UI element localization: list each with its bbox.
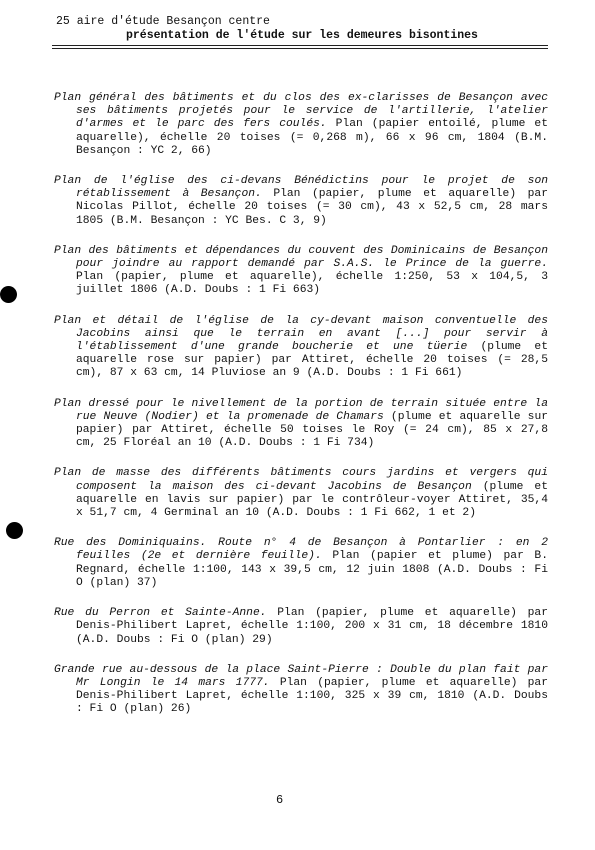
entry — [54, 537, 548, 590]
entry — [54, 467, 548, 520]
entry-details: Plan (papier et plume) par B. Regnard, échelle 1:100, 143 x 39,5 cm, 12 juin 1808 (A.D. Doubs : Fi O (plan) 37) — [76, 550, 548, 589]
entry — [54, 92, 548, 158]
entry — [54, 607, 548, 647]
header-rule-top — [52, 45, 548, 46]
entry — [54, 245, 548, 298]
entry-title: Plan de l'église des ci-devans Bénédictins pour le projet de son rétablissement à Besançon. — [54, 175, 548, 201]
entry-title: Plan des bâtiments et dépendances du couvent des Dominicains de Besançon pour joindre au rapport demandé par S.A.S. le Prince de la guerre. — [54, 244, 548, 271]
margin-bullet-1 — [0, 286, 17, 303]
entry-details: Plan (papier, plume et aquarelle) par Nicolas Pillot, échelle 20 toises (= 30 cm), 43 x 52,5 cm, 28 mars 1805 (B.M. Besançon : YC Bes. C 3, 9) — [76, 188, 548, 227]
entry-details: Plan (papier, plume et aquarelle), échelle 1:250, 53 x 104,5, 3 juillet 1806 (A.D. Doubs : 1 Fi 663) — [76, 271, 548, 297]
entry-details: (plume et aquarelle en lavis sur papier) par le contrôleur-voyer Attiret, 35,4 x 51,7 cm, 4 Germinal an 10 (A.D. Doubs : 1 Fi 662, 1 et 2) — [76, 480, 548, 520]
entry-title: Rue des Dominiquains. Route n° 4 de Besançon à Pontarlier : en 2 feuilles (2e et dernière feuille). — [54, 537, 548, 563]
entry-details: Plan (papier, plume et aquarelle) par Denis-Philibert Lapret, échelle 1:100, 200 x 31 cm, 18 décembre 1810 (A.D. Doubs : Fi O (plan) 29) — [76, 607, 548, 646]
entry-list — [54, 92, 548, 734]
header-rule-bottom — [52, 48, 548, 49]
entry-title: Plan dressé pour le nivellement de la portion de terrain située entre la rue Neuve (Nodier) et la promenade de Chamars — [54, 397, 548, 423]
header-line-2: présentation de l'étude sur les demeures bisontines — [126, 29, 478, 42]
entry-details: (plume et aquarelle sur papier) par Attiret, échelle 50 toises le Roy (= 24 cm), 85 x 27,8 cm, 25 Floréal an 10 (A.D. Doubs : 1 Fi 734) — [76, 410, 549, 450]
entry — [54, 315, 548, 381]
entry-title: Plan de masse des différents bâtiments cours jardins et vergers qui composent la maison des ci-devant Jacobins de Besançon — [54, 467, 548, 493]
entry — [54, 175, 548, 228]
page-number: 6 — [276, 793, 284, 807]
entry-title: Rue du Perron et Sainte-Anne. — [54, 607, 267, 620]
margin-bullet-2 — [6, 522, 23, 539]
entry — [54, 398, 548, 451]
entry-details: Plan (papier, plume et aquarelle) par Denis-Philibert Lapret, échelle 1:100, 325 x 39 cm, 1810 (A.D. Doubs : Fi O (plan) 26) — [76, 676, 548, 716]
entry-details: (plume et aquarelle rose sur papier) par Attiret, échelle 20 toises (= 28,5 cm), 87 x 63 cm, 14 Pluviose an 9 (A.D. Doubs : 1 Fi 661) — [76, 341, 548, 380]
entry-title: Grande rue au-dessous de la place Saint-Pierre : Double du plan fait par Mr Longin le 14 mars 1777. — [54, 663, 548, 689]
entry-details: Plan (papier entoilé, plume et aquarelle), échelle 20 toises (= 0,268 m), 66 x 96 cm, 1804 (B.M. Besançon : YC 2, 66) — [76, 118, 548, 157]
header-line-1: 25 aire d'étude Besançon centre — [56, 15, 270, 28]
entry-title: Plan général des bâtiments et du clos des ex-clarisses de Besançon avec ses bâtiments projetés pour le service de l'artillerie, l'atelier d'armes et le parc des fers coulés. — [54, 92, 548, 131]
entry-title: Plan et détail de l'église de la cy-devant maison conventuelle des Jacobins ainsi que le terrain en avant [...] pour servir à l'établissement d'une grande boucherie et une tüerie — [54, 314, 548, 354]
entry — [54, 664, 548, 717]
